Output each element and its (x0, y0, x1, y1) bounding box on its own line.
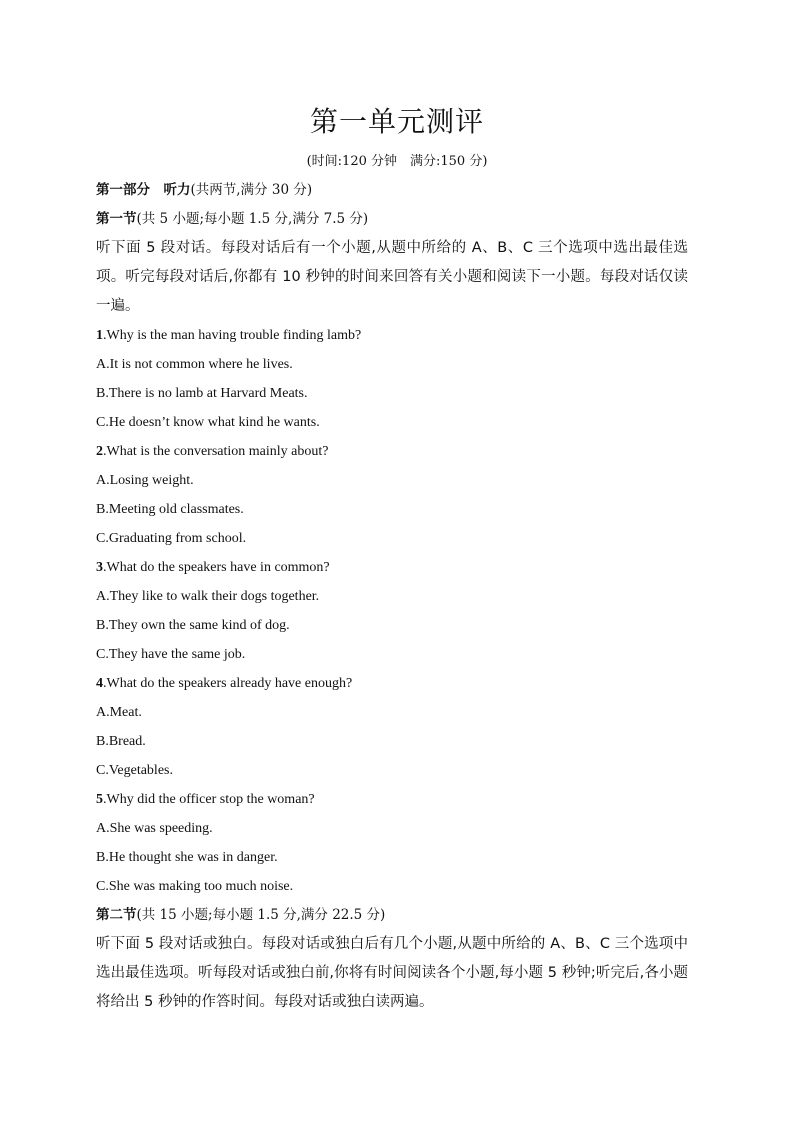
question-number: 1 (96, 328, 103, 343)
section1-heading (96, 205, 696, 234)
question-3 (96, 553, 696, 582)
question-text: .Why did the officer stop the woman? (103, 792, 315, 807)
question-number: 5 (96, 792, 103, 807)
question-5-option: A.She was speeding. (96, 821, 213, 836)
part1-label: 第一部分 听力 (96, 182, 191, 198)
question-2-option: B.Meeting old classmates. (96, 502, 244, 517)
question-5-option: C.She was making too much noise. (96, 879, 294, 894)
part1-heading (96, 176, 696, 205)
question-4 (96, 669, 696, 698)
section1-label: 第一节 (96, 211, 137, 227)
question-1-option: C.He doesn’t know what kind he wants. (96, 415, 320, 430)
question-number: 2 (96, 444, 103, 459)
question-1-option: B.There is no lamb at Harvard Meats. (96, 386, 308, 401)
question-3-option: A.They like to walk their dogs together. (96, 589, 320, 604)
section2-label: 第二节 (96, 907, 137, 923)
section2-instructions: 听下面 5 段对话或独白。每段对话或独白后有几个小题,从题中所给的 A、B、C 三个选项中选出最佳选项。听每段对话或独白前,你将有时间阅读各个小题,每小题 5 秒钟;听完后,各小题将给出 5 秒钟的作答时间。每段对话或独白读两遍。 (96, 936, 688, 1010)
question-1 (96, 321, 696, 350)
question-4-option: C.Vegetables. (96, 763, 173, 778)
section2-note: (共 15 小题;每小题 1.5 分,满分 22.5 分) (136, 907, 386, 923)
question-1-option: A.It is not common where he lives. (96, 357, 293, 372)
question-4-option: B.Bread. (96, 734, 146, 749)
question-2 (96, 437, 696, 466)
question-5 (96, 785, 696, 814)
question-text: .What do the speakers already have enough? (103, 676, 353, 691)
question-text: .What do the speakers have in common? (103, 560, 330, 575)
question-text: .Why is the man having trouble finding lamb? (103, 328, 362, 343)
time-score-note: (时间:120 分钟 满分:150 分) (306, 154, 488, 169)
question-text: .What is the conversation mainly about? (103, 444, 329, 459)
question-5-option: B.He thought she was in danger. (96, 850, 278, 865)
question-4-option: A.Meat. (96, 705, 142, 720)
question-number: 4 (96, 676, 103, 691)
question-list (96, 321, 696, 901)
question-2-option: A.Losing weight. (96, 473, 194, 488)
exam-content (96, 176, 696, 1017)
part1-note: (共两节,满分 30 分) (190, 182, 313, 198)
question-2-option: C.Graduating from school. (96, 531, 247, 546)
section2-heading (96, 901, 696, 930)
question-3-option: B.They own the same kind of dog. (96, 618, 290, 633)
question-3-option: C.They have the same job. (96, 647, 246, 662)
question-number: 3 (96, 560, 103, 575)
section1-instructions: 听下面 5 段对话。每段对话后有一个小题,从题中所给的 A、B、C 三个选项中选出最佳选项。听完每段对话后,你都有 10 秒钟的时间来回答有关小题和阅读下一小题。每段对话仅读一遍。 (96, 240, 688, 314)
page-title: 第一单元测评 (309, 105, 484, 138)
section1-note: (共 5 小题;每小题 1.5 分,满分 7.5 分) (136, 211, 369, 227)
